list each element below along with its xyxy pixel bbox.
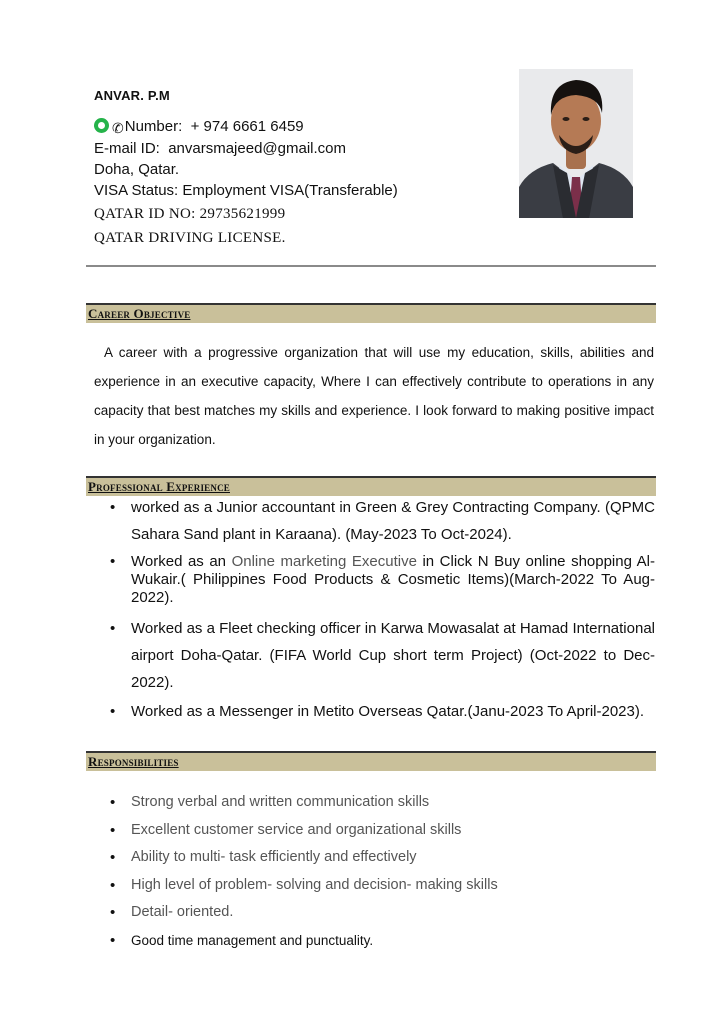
responsibilities-list — [110, 789, 655, 954]
phone-number: + 974 6661 6459 — [190, 118, 304, 135]
profile-photo — [519, 69, 633, 218]
experience-item: • Worked as a Fleet checking officer in Karwa Mowasalat at Hamad International airport Doha-Qatar. (FIFA World Cup short term Project) (Oct-2022 to Dec-2022). — [110, 615, 655, 696]
section-title: Career Objective — [88, 306, 191, 321]
section-title: Professional Experience — [88, 479, 230, 494]
experience-list — [110, 494, 655, 725]
section-responsibilities — [86, 751, 656, 771]
section-career-objective — [86, 303, 656, 323]
driving-license: QATAR DRIVING LICENSE. — [94, 230, 286, 246]
email-label: E-mail ID: — [94, 140, 160, 157]
section-title: Responsibilities — [88, 754, 179, 769]
responsibility-item: • Detail- oriented. — [110, 899, 655, 927]
responsibility-item: • Strong verbal and written communication skills — [110, 789, 655, 817]
phone-line — [94, 117, 304, 139]
responsibility-item: • High level of problem- solving and decision- making skills — [110, 872, 655, 900]
experience-item: • Worked as a Messenger in Metito Overseas Qatar.(Janu-2023 To April-2023). — [110, 698, 655, 725]
responsibility-item: • Ability to multi- task efficiently and effectively — [110, 844, 655, 872]
candidate-name: ANVAR. P.M — [94, 88, 170, 103]
whatsapp-icon — [94, 118, 109, 133]
responsibility-item: • Good time management and punctuality. — [110, 927, 655, 955]
header-divider — [86, 265, 656, 267]
phone-icon: ✆ — [112, 120, 124, 136]
objective-text: A career with a progressive organization that will use my education, skills, abilities and experience in an executive capacity, Where I can effectively contribute to operations in any capacity that best matches my skills and experience. I look forward to making positive impact in your organization. — [94, 345, 654, 447]
visa-status: VISA Status: Employment VISA(Transferable) — [94, 182, 398, 199]
location: Doha, Qatar. — [94, 161, 180, 178]
email-line — [94, 139, 346, 159]
experience-item: • Worked as an Online marketing Executive in Click N Buy online shopping Al-Wukair.( Philippines Food Products & Cosmetic Items)(March-2022 To Aug-2022). — [110, 553, 655, 607]
phone-label: Number: — [124, 118, 183, 135]
highlight-role: Online marketing Executive — [231, 553, 417, 570]
responsibility-item: • Excellent customer service and organizational skills — [110, 817, 655, 845]
section-professional-experience — [86, 476, 656, 496]
email-address: anvarsmajeed@gmail.com — [168, 140, 346, 157]
experience-item: • worked as a Junior accountant in Green & Grey Contracting Company. (QPMC Sahara Sand plant in Karaana). (May-2023 To Oct-2024). — [110, 494, 655, 548]
qatar-id: QATAR ID NO: 29735621999 — [94, 206, 286, 222]
